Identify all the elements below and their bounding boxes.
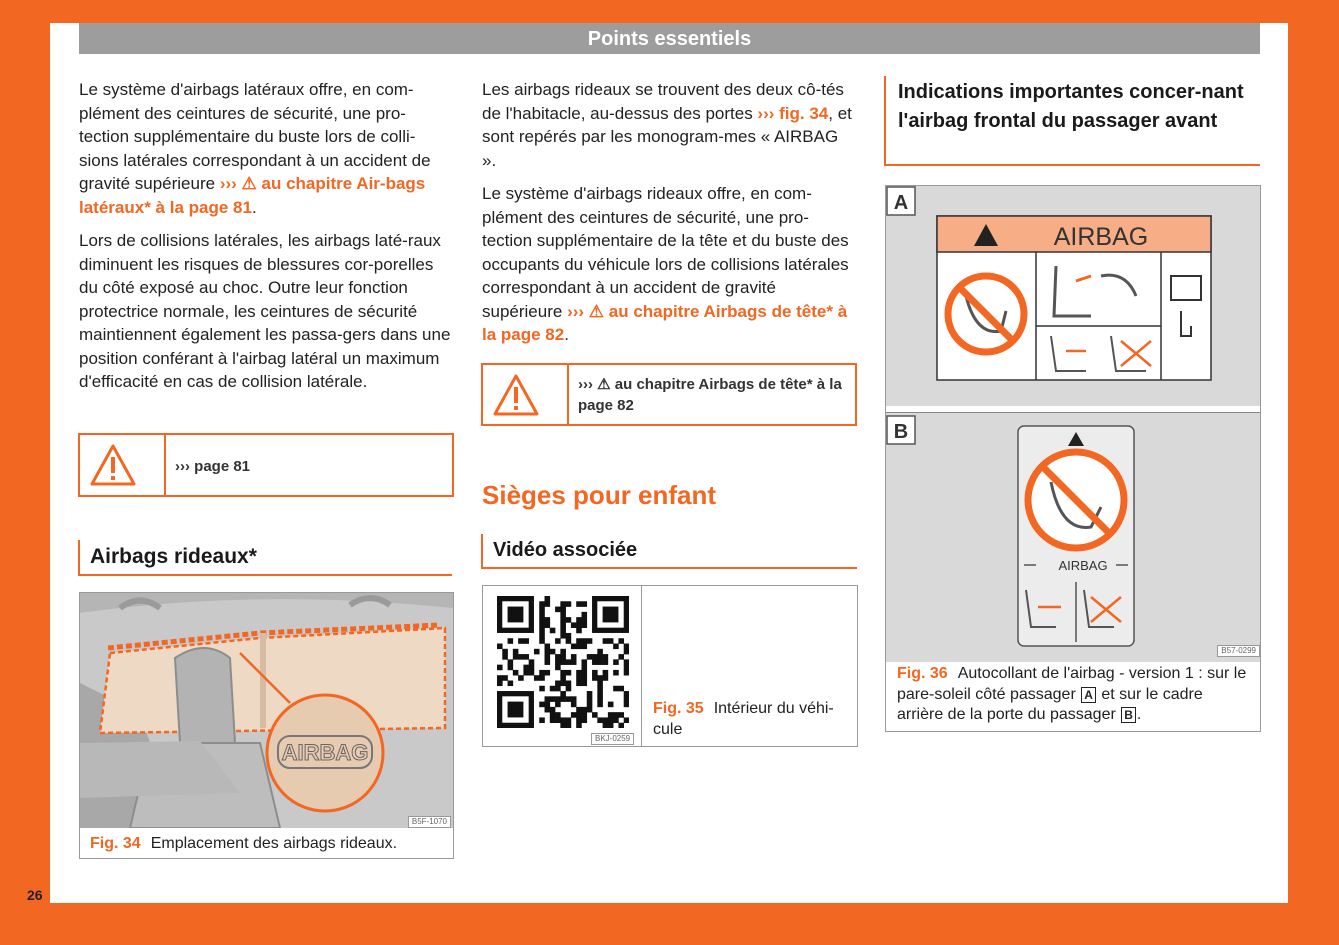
sticker-panel-a: [886, 186, 1260, 406]
figure-label: Fig. 35: [653, 700, 704, 717]
figure-code: B5F-1070: [408, 816, 451, 828]
paragraph: Les airbags rideaux se trouvent des deux cô-tés de l'habitacle, au-dessus des portes ››› fig. 34, et sont repérés par les monogram-mes « AIRBAG ».: [482, 80, 852, 170]
qr-code[interactable]: [497, 596, 629, 728]
cross-reference-link[interactable]: ››› ⚠ au chapitre Air-bags latéraux* à la page 81: [79, 174, 426, 217]
figure-36: [885, 185, 1261, 732]
warning-box: [78, 433, 454, 497]
paragraph: Lors de collisions latérales, les airbags laté-raux diminuent les risques de blessures cor-porelles du côté exposé au choc. Outre leur fonction protectrice normale, les ceintures de sécurité maintiennent également les passa-gers dans une position conférant à l'airbag latéral un maximum d'efficacité en cas de collision latérale.: [79, 231, 451, 391]
panel-label-b: B: [893, 421, 909, 443]
figure-34: [79, 592, 454, 859]
figure-35: [482, 585, 858, 747]
warning-triangle-icon: [492, 373, 540, 417]
warning-triangle-icon: [89, 443, 137, 487]
figure-caption: Fig. 35 Intérieur du véhi-cule: [653, 700, 834, 738]
column-1: [79, 78, 454, 404]
section-title: Indications importantes concer-nant l'airbag frontal du passager avant: [884, 76, 1260, 166]
column-2: [482, 78, 857, 357]
panel-label-a: A: [893, 192, 909, 214]
warning-reference-link[interactable]: ››› page 81: [175, 458, 251, 475]
panel-ref-a: A: [1081, 687, 1096, 703]
chapter-title: Sièges pour enfant: [482, 480, 717, 510]
figure-reference-link[interactable]: ››› fig. 34: [757, 103, 829, 123]
page-number: 26: [27, 887, 43, 903]
cross-reference-link[interactable]: ››› ⚠ au chapitre Airbags de tête* à la page 82: [482, 301, 848, 344]
figure-code: B57-0299: [1217, 645, 1260, 657]
warning-icon: ⚠: [241, 174, 257, 193]
figure-caption: Fig. 34 Emplacement des airbags rideaux.: [90, 835, 398, 852]
figure-caption: Fig. 36 Autocollant de l'airbag - version 1 : sur le pare-soleil côté passager A et sur le cadre arrière de la porte du passager B .: [897, 665, 1247, 723]
section-title: Vidéo associée: [481, 534, 857, 569]
warning-box: [481, 363, 857, 426]
airbag-monogram: AIRBAG: [281, 740, 369, 765]
airbag-sticker-b-title: AIRBAG: [1058, 558, 1108, 573]
panel-ref-b: B: [1121, 707, 1136, 723]
figure-code: BKJ-0259: [591, 733, 634, 745]
warning-icon: ⚠: [588, 301, 605, 321]
car-interior-illustration: [80, 593, 453, 828]
paragraph: Le système d'airbags latéraux offre, en com-plément des ceintures de sécurité, une pro-tection supplémentaire du buste lors de colli-sions latérales correspondant à un accident de gravité supérieure ››› ⚠ au chapitre Air-bags latéraux* à la page 81.: [79, 80, 431, 217]
section-title: Airbags rideaux*: [78, 540, 452, 576]
airbag-sticker-title: AIRBAG: [1053, 223, 1149, 251]
section-header: Points essentiels: [79, 23, 1260, 54]
paragraph: Le système d'airbags rideaux offre, en com-plément des ceintures de sécurité, une pro-tection supplémentaire de la tête et du buste des occupants du véhicule lors de collisions latérales correspondant à un accident de gravité supérieure ››› ⚠ au chapitre Airbags de tête* à la page 82.: [482, 184, 849, 344]
warning-reference-link[interactable]: ››› ⚠ au chapitre Airbags de tête* à la page 82: [578, 376, 842, 414]
figure-label: Fig. 36: [897, 665, 948, 682]
figure-label: Fig. 34: [90, 835, 141, 852]
sticker-panel-b: [886, 412, 1260, 662]
